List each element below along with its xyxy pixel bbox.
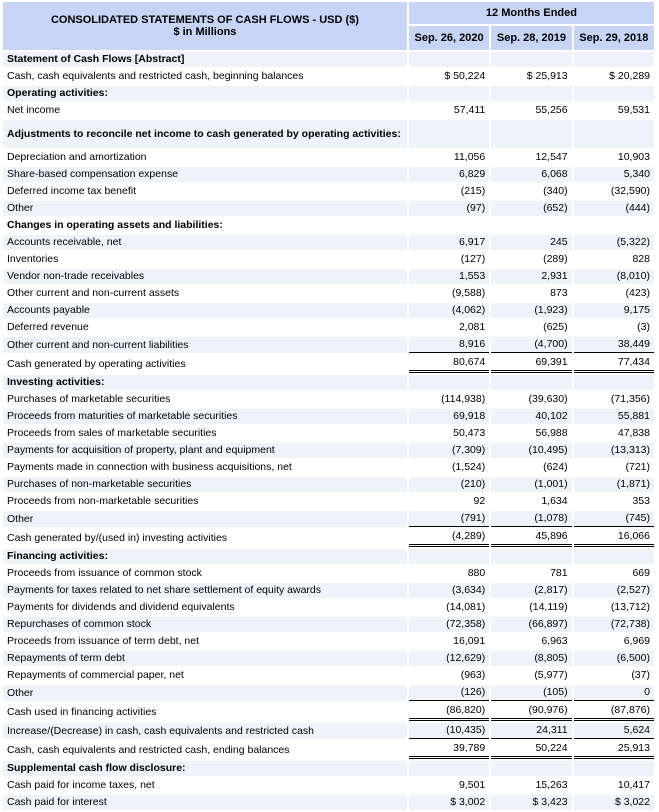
row-label: Cash used in financing activities — [3, 703, 407, 721]
value-2018: (444) — [574, 201, 654, 216]
row-label: Depreciation and amortization — [3, 150, 407, 165]
row-label: Proceeds from issuance of common stock — [3, 566, 407, 581]
value-2020: (9,588) — [409, 286, 489, 301]
row-label: Statement of Cash Flows [Abstract] — [3, 52, 407, 67]
value-2019: $ 3,423 — [491, 795, 571, 810]
value-2019: (1,078) — [491, 511, 571, 527]
value-2018: (721) — [574, 460, 654, 475]
section-header-row — [3, 761, 654, 776]
value-2019: (1,001) — [491, 477, 571, 492]
table-row — [3, 723, 654, 739]
value-2020: 92 — [409, 494, 489, 509]
row-label: Proceeds from sales of marketable securities — [3, 426, 407, 441]
value-2020: $ 50,224 — [409, 69, 489, 84]
value-2020: (97) — [409, 201, 489, 216]
row-label: Deferred revenue — [3, 320, 407, 335]
value-2020: 6,917 — [409, 235, 489, 250]
value-2020: (4,289) — [409, 529, 489, 547]
value-2020: 50,473 — [409, 426, 489, 441]
value-2018: 0 — [574, 685, 654, 701]
table-row — [3, 184, 654, 199]
value-2018: 77,434 — [574, 355, 654, 373]
table-row — [3, 320, 654, 335]
row-label: Other current and non-current liabilities — [3, 337, 407, 353]
value-2018: (13,313) — [574, 443, 654, 458]
table-row — [3, 511, 654, 527]
value-2018: $ 20,289 — [574, 69, 654, 84]
value-2018 — [574, 761, 654, 776]
value-2019: (14,119) — [491, 600, 571, 615]
section-header-row — [3, 86, 654, 101]
table-body — [3, 52, 654, 810]
value-2019: 6,963 — [491, 634, 571, 649]
value-2018: 10,903 — [574, 150, 654, 165]
row-label: Cash paid for interest — [3, 795, 407, 810]
value-2019: (1,923) — [491, 303, 571, 318]
value-2020: (126) — [409, 685, 489, 701]
table-row — [3, 529, 654, 547]
value-2018: (32,590) — [574, 184, 654, 199]
value-2020 — [409, 120, 489, 148]
value-2018: (3) — [574, 320, 654, 335]
value-2018: 353 — [574, 494, 654, 509]
value-2020: (114,938) — [409, 392, 489, 407]
table-row — [3, 337, 654, 353]
value-2019 — [491, 120, 571, 148]
section-header-row — [3, 120, 654, 148]
value-2020: 6,829 — [409, 167, 489, 182]
cash-flow-table — [1, 0, 656, 812]
value-2019: (66,897) — [491, 617, 571, 632]
value-2018: 9,175 — [574, 303, 654, 318]
table-row — [3, 150, 654, 165]
value-2018 — [574, 86, 654, 101]
row-label: Operating activities: — [3, 86, 407, 101]
table-header — [3, 2, 654, 50]
value-2018: (87,876) — [574, 703, 654, 721]
value-2019: (652) — [491, 201, 571, 216]
row-label: Accounts payable — [3, 303, 407, 318]
value-2019: 245 — [491, 235, 571, 250]
value-2018: 10,417 — [574, 778, 654, 793]
value-2019: (625) — [491, 320, 571, 335]
value-2018: (5,322) — [574, 235, 654, 250]
row-label: Deferred income tax benefit — [3, 184, 407, 199]
value-2018 — [574, 549, 654, 564]
row-label: Cash generated by/(used in) investing activities — [3, 529, 407, 547]
table-row — [3, 566, 654, 581]
table-row — [3, 460, 654, 475]
table-row — [3, 477, 654, 492]
value-2019: 2,931 — [491, 269, 571, 284]
value-2018: 47,838 — [574, 426, 654, 441]
value-2018: (13,712) — [574, 600, 654, 615]
value-2020: (3,634) — [409, 583, 489, 598]
value-2018: (8,010) — [574, 269, 654, 284]
value-2020: 69,918 — [409, 409, 489, 424]
value-2018: $ 3,022 — [574, 795, 654, 810]
table-row — [3, 201, 654, 216]
row-label: Inventories — [3, 252, 407, 267]
value-2020: 57,411 — [409, 103, 489, 118]
value-2019: 24,311 — [491, 723, 571, 739]
table-row — [3, 286, 654, 301]
value-2018: 25,913 — [574, 741, 654, 759]
value-2019: 15,263 — [491, 778, 571, 793]
value-2020: (791) — [409, 511, 489, 527]
value-2020: (72,358) — [409, 617, 489, 632]
value-2018: 5,340 — [574, 167, 654, 182]
value-2020 — [409, 218, 489, 233]
table-row — [3, 235, 654, 250]
column-header-2019: Sep. 28, 2019 — [491, 26, 571, 50]
table-row — [3, 634, 654, 649]
value-2020 — [409, 549, 489, 564]
row-label: Payments for acquisition of property, plant and equipment — [3, 443, 407, 458]
value-2020: 880 — [409, 566, 489, 581]
row-label: Purchases of non-marketable securities — [3, 477, 407, 492]
value-2018: (1,871) — [574, 477, 654, 492]
value-2019: (8,805) — [491, 651, 571, 666]
value-2018 — [574, 375, 654, 390]
value-2020: 16,091 — [409, 634, 489, 649]
table-row — [3, 167, 654, 182]
value-2020 — [409, 761, 489, 776]
row-label: Increase/(Decrease) in cash, cash equivalents and restricted cash — [3, 723, 407, 739]
value-2019: (4,700) — [491, 337, 571, 353]
value-2020: (215) — [409, 184, 489, 199]
value-2020: 2,081 — [409, 320, 489, 335]
row-label: Net income — [3, 103, 407, 118]
value-2020: (1,524) — [409, 460, 489, 475]
row-label: Financing activities: — [3, 549, 407, 564]
value-2019: 56,988 — [491, 426, 571, 441]
value-2020 — [409, 52, 489, 67]
section-header-row — [3, 549, 654, 564]
table-row — [3, 600, 654, 615]
report-title-main: CONSOLIDATED STATEMENTS OF CASH FLOWS - USD ($) — [50, 14, 359, 26]
value-2018: 38,449 — [574, 337, 654, 353]
row-label: Payments for dividends and dividend equivalents — [3, 600, 407, 615]
value-2018: (72,738) — [574, 617, 654, 632]
value-2018: (2,527) — [574, 583, 654, 598]
table-row — [3, 668, 654, 683]
table-row — [3, 409, 654, 424]
value-2018: 669 — [574, 566, 654, 581]
value-2020: 11,056 — [409, 150, 489, 165]
value-2019: 6,068 — [491, 167, 571, 182]
value-2020 — [409, 86, 489, 101]
table-row — [3, 426, 654, 441]
value-2019: 873 — [491, 286, 571, 301]
value-2019: 1,634 — [491, 494, 571, 509]
value-2019: (289) — [491, 252, 571, 267]
row-label: Repayments of commercial paper, net — [3, 668, 407, 683]
row-label: Adjustments to reconcile net income to cash generated by operating activities: — [3, 120, 407, 148]
row-label: Investing activities: — [3, 375, 407, 390]
value-2020: (963) — [409, 668, 489, 683]
value-2020: (127) — [409, 252, 489, 267]
value-2018: 16,066 — [574, 529, 654, 547]
value-2020: $ 3,002 — [409, 795, 489, 810]
value-2020: 39,789 — [409, 741, 489, 759]
value-2019: (5,977) — [491, 668, 571, 683]
value-2018: (423) — [574, 286, 654, 301]
table-row — [3, 651, 654, 666]
row-label: Share-based compensation expense — [3, 167, 407, 182]
table-row — [3, 778, 654, 793]
value-2020: (4,062) — [409, 303, 489, 318]
value-2019: 12,547 — [491, 150, 571, 165]
value-2019: 69,391 — [491, 355, 571, 373]
value-2018: 5,624 — [574, 723, 654, 739]
value-2020: 9,501 — [409, 778, 489, 793]
value-2020: (10,435) — [409, 723, 489, 739]
value-2020: (210) — [409, 477, 489, 492]
row-label: Proceeds from issuance of term debt, net — [3, 634, 407, 649]
row-label: Repayments of term debt — [3, 651, 407, 666]
table-row — [3, 355, 654, 373]
row-label: Changes in operating assets and liabilities: — [3, 218, 407, 233]
value-2019: 781 — [491, 566, 571, 581]
section-header-row — [3, 52, 654, 67]
row-label: Other — [3, 511, 407, 527]
value-2019 — [491, 375, 571, 390]
value-2018: (37) — [574, 668, 654, 683]
value-2019: (624) — [491, 460, 571, 475]
value-2019: (90,976) — [491, 703, 571, 721]
row-label: Proceeds from non-marketable securities — [3, 494, 407, 509]
table-row — [3, 69, 654, 84]
value-2018 — [574, 218, 654, 233]
value-2019 — [491, 549, 571, 564]
value-2018: (745) — [574, 511, 654, 527]
value-2019 — [491, 218, 571, 233]
value-2020: (86,820) — [409, 703, 489, 721]
value-2019: (105) — [491, 685, 571, 701]
value-2018: 828 — [574, 252, 654, 267]
table-row — [3, 617, 654, 632]
value-2019: 45,896 — [491, 529, 571, 547]
table-row — [3, 443, 654, 458]
table-row — [3, 103, 654, 118]
value-2019: 50,224 — [491, 741, 571, 759]
value-2019: (340) — [491, 184, 571, 199]
row-label: Purchases of marketable securities — [3, 392, 407, 407]
table-row — [3, 583, 654, 598]
row-label: Payments made in connection with business acquisitions, net — [3, 460, 407, 475]
section-header-row — [3, 375, 654, 390]
row-label: Accounts receivable, net — [3, 235, 407, 250]
table-row — [3, 269, 654, 284]
value-2020: (14,081) — [409, 600, 489, 615]
section-header-row — [3, 218, 654, 233]
table-row — [3, 795, 654, 810]
value-2018: 59,531 — [574, 103, 654, 118]
column-header-2020: Sep. 26, 2020 — [409, 26, 489, 50]
value-2020: 8,916 — [409, 337, 489, 353]
value-2018: 55,881 — [574, 409, 654, 424]
value-2019 — [491, 52, 571, 67]
table-row — [3, 252, 654, 267]
row-label: Other — [3, 685, 407, 701]
table-row — [3, 303, 654, 318]
row-label: Cash, cash equivalents and restricted cash, ending balances — [3, 741, 407, 759]
row-label: Supplemental cash flow disclosure: — [3, 761, 407, 776]
value-2019: $ 25,913 — [491, 69, 571, 84]
report-title-units: $ in Millions — [173, 26, 237, 38]
row-label: Cash paid for income taxes, net — [3, 778, 407, 793]
value-2020: 1,553 — [409, 269, 489, 284]
column-header-2018: Sep. 29, 2018 — [574, 26, 654, 50]
value-2018 — [574, 52, 654, 67]
table-row — [3, 741, 654, 759]
value-2020: (12,629) — [409, 651, 489, 666]
value-2018: (6,500) — [574, 651, 654, 666]
report-title — [3, 2, 407, 50]
table-row — [3, 494, 654, 509]
value-2019: 40,102 — [491, 409, 571, 424]
value-2019: 55,256 — [491, 103, 571, 118]
value-2020 — [409, 375, 489, 390]
period-span-header: 12 Months Ended — [409, 2, 654, 24]
value-2019: (2,817) — [491, 583, 571, 598]
value-2019 — [491, 761, 571, 776]
row-label: Repurchases of common stock — [3, 617, 407, 632]
value-2018: 6,969 — [574, 634, 654, 649]
value-2019: (39,630) — [491, 392, 571, 407]
table-row — [3, 685, 654, 701]
row-label: Payments for taxes related to net share settlement of equity awards — [3, 583, 407, 598]
table-row — [3, 703, 654, 721]
row-label: Cash generated by operating activities — [3, 355, 407, 373]
row-label: Other current and non-current assets — [3, 286, 407, 301]
row-label: Proceeds from maturities of marketable securities — [3, 409, 407, 424]
value-2020: (7,309) — [409, 443, 489, 458]
row-label: Other — [3, 201, 407, 216]
value-2019 — [491, 86, 571, 101]
row-label: Vendor non-trade receivables — [3, 269, 407, 284]
value-2020: 80,674 — [409, 355, 489, 373]
value-2018 — [574, 120, 654, 148]
value-2019: (10,495) — [491, 443, 571, 458]
row-label: Cash, cash equivalents and restricted cash, beginning balances — [3, 69, 407, 84]
value-2018: (71,356) — [574, 392, 654, 407]
table-row — [3, 392, 654, 407]
